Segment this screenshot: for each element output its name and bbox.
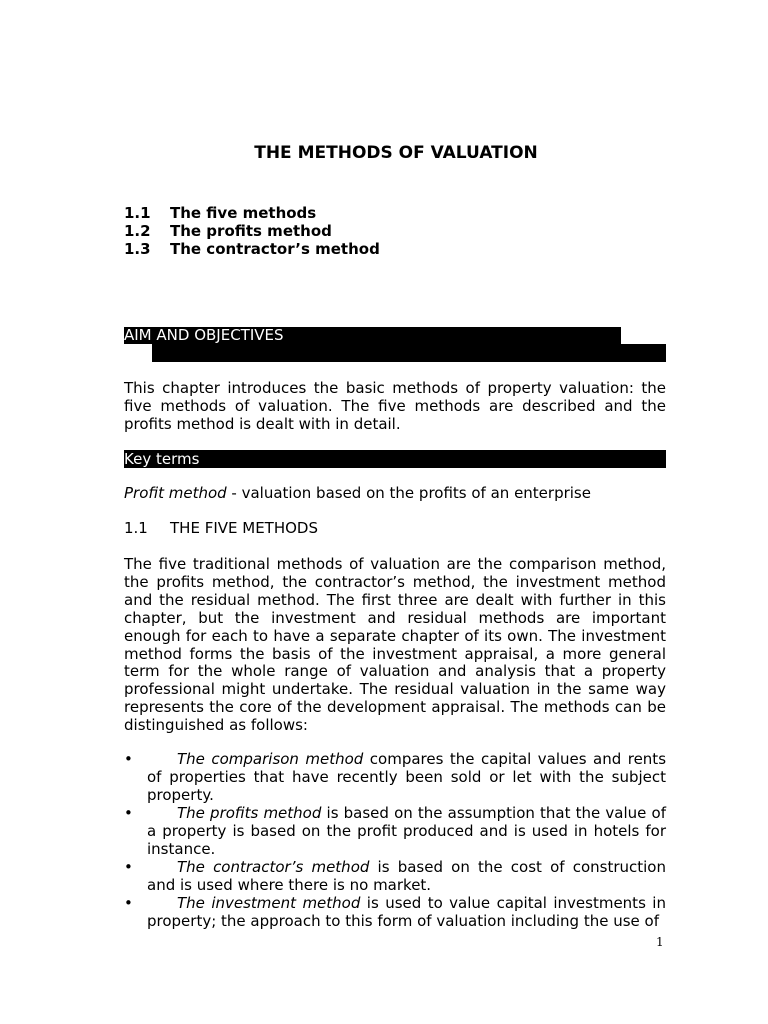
bullet-term: The investment method (177, 894, 361, 912)
bullet-text: is used to value capital investments in property; the approach to this form of valuation including the use of (147, 894, 666, 930)
key-terms-bar (124, 450, 666, 468)
toc-item-number: 1.2 (124, 222, 151, 240)
bullet-text: is based on the cost of construction and is used where there is no market. (147, 858, 666, 894)
section-number: 1.1 (124, 519, 148, 537)
list-item (124, 894, 666, 930)
bullet-term: The contractor’s method (177, 858, 370, 876)
bullet-icon: • (124, 804, 133, 822)
toc-item-label: The contractor’s method (170, 240, 380, 258)
section-body-paragraph: The five traditional methods of valuation are the comparison method, the profits method, the contractor’s method, the investment method and the residual method. The first three are dealt with further in this chapter, but the investment and residual methods are important enough for each to have a separate chapter of its own. The investment method forms the basis of the investment appraisal, a more general term for the whole range of valuation and analysis that a property professional might undertake. The residual valuation in the same way represents the core of the development appraisal. The methods can be distinguished as follows: (124, 555, 666, 735)
page-title: THE METHODS OF VALUATION (254, 143, 538, 163)
list-item (124, 750, 666, 804)
bullet-icon: • (124, 750, 133, 768)
methods-bullet-list (124, 750, 666, 930)
toc-item-label: The five methods (170, 204, 317, 222)
toc-item (124, 204, 380, 222)
section-title: THE FIVE METHODS (170, 519, 318, 537)
list-item (124, 804, 666, 858)
key-term: Profit method (124, 484, 227, 502)
toc-item (124, 240, 380, 258)
toc-item-number: 1.1 (124, 204, 151, 222)
section-heading (124, 519, 318, 537)
aim-heading-bar (124, 327, 621, 344)
page-number: 1 (656, 935, 664, 949)
bullet-term: The profits method (177, 804, 322, 822)
bullet-term: The comparison method (177, 750, 364, 768)
intro-paragraph: This chapter introduces the basic methods of property valuation: the five methods of valuation. The five methods are described and the profits method is dealt with in detail. (124, 379, 666, 433)
bullet-icon: • (124, 894, 133, 912)
table-of-contents (124, 204, 380, 258)
list-item (124, 858, 666, 894)
bullet-text: compares the capital values and rents of properties that have recently been sold or let with the subject property. (147, 750, 667, 804)
key-term-entry (124, 485, 666, 503)
key-term-definition: - valuation based on the profits of an enterprise (226, 484, 591, 502)
key-terms-heading: Key terms (124, 450, 200, 468)
toc-item (124, 222, 380, 240)
aim-heading: AIM AND OBJECTIVES (124, 326, 284, 344)
bullet-icon: • (124, 858, 133, 876)
aim-heading-bar-extension (152, 344, 666, 362)
toc-item-label: The profits method (170, 222, 332, 240)
toc-item-number: 1.3 (124, 240, 151, 258)
bullet-text: is based on the assumption that the value of a property is based on the profit produced and is used in hotels for instance. (147, 804, 666, 858)
